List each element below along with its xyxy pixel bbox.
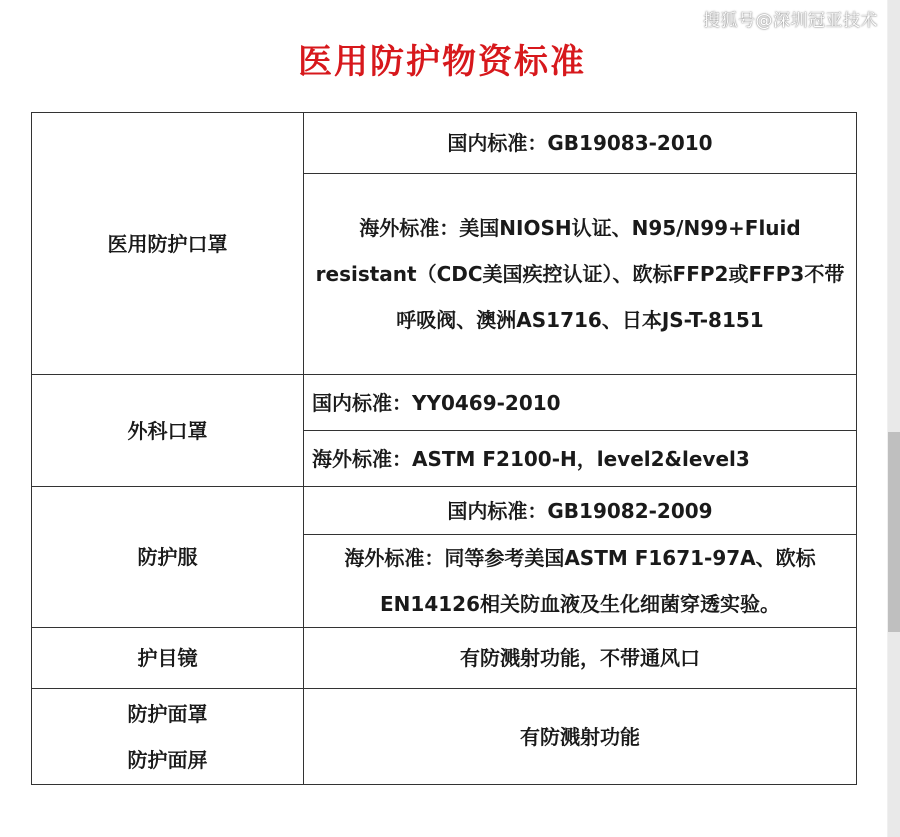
page-title: 医用防护物资标准 <box>298 42 586 82</box>
overseas-standard-cell: 海外标准：同等参考美国ASTM F1671-97A、欧标EN14126相关防血液及生化细菌穿透实验。 <box>304 535 857 628</box>
category-line: 防护面罩 <box>127 701 208 726</box>
category-cell: 外科口罩 <box>32 375 304 487</box>
domestic-standard-cell: 国内标准：YY0469-2010 <box>304 375 857 431</box>
category-line: 防护面屏 <box>127 747 208 772</box>
overseas-standard-cell: 海外标准：美国NIOSH认证、N95/N99+Fluid resistant（CDC美国疾控认证）、欧标FFP2或FFP3不带呼吸阀、澳洲AS1716、日本JS-T-8151 <box>304 174 857 375</box>
category-cell <box>32 689 304 785</box>
scrollbar[interactable] <box>888 0 900 837</box>
table-row <box>32 375 857 431</box>
category-cell: 医用防护口罩 <box>32 113 304 375</box>
watermark: 搜狐号@深圳冠亚技术 <box>703 11 878 31</box>
scrollbar-thumb[interactable] <box>888 432 900 632</box>
standard-cell: 有防溅射功能，不带通风口 <box>304 628 857 689</box>
table-row <box>32 487 857 535</box>
table-row <box>32 113 857 174</box>
table-row <box>32 628 857 689</box>
overseas-standard-cell: 海外标准：ASTM F2100-H，level2&level3 <box>304 431 857 487</box>
standards-table <box>31 112 857 785</box>
category-cell: 护目镜 <box>32 628 304 689</box>
table-row <box>32 689 857 785</box>
standard-cell: 有防溅射功能 <box>304 689 857 785</box>
category-cell: 防护服 <box>32 487 304 628</box>
domestic-standard-cell: 国内标准：GB19083-2010 <box>304 113 857 174</box>
domestic-standard-cell: 国内标准：GB19082-2009 <box>304 487 857 535</box>
